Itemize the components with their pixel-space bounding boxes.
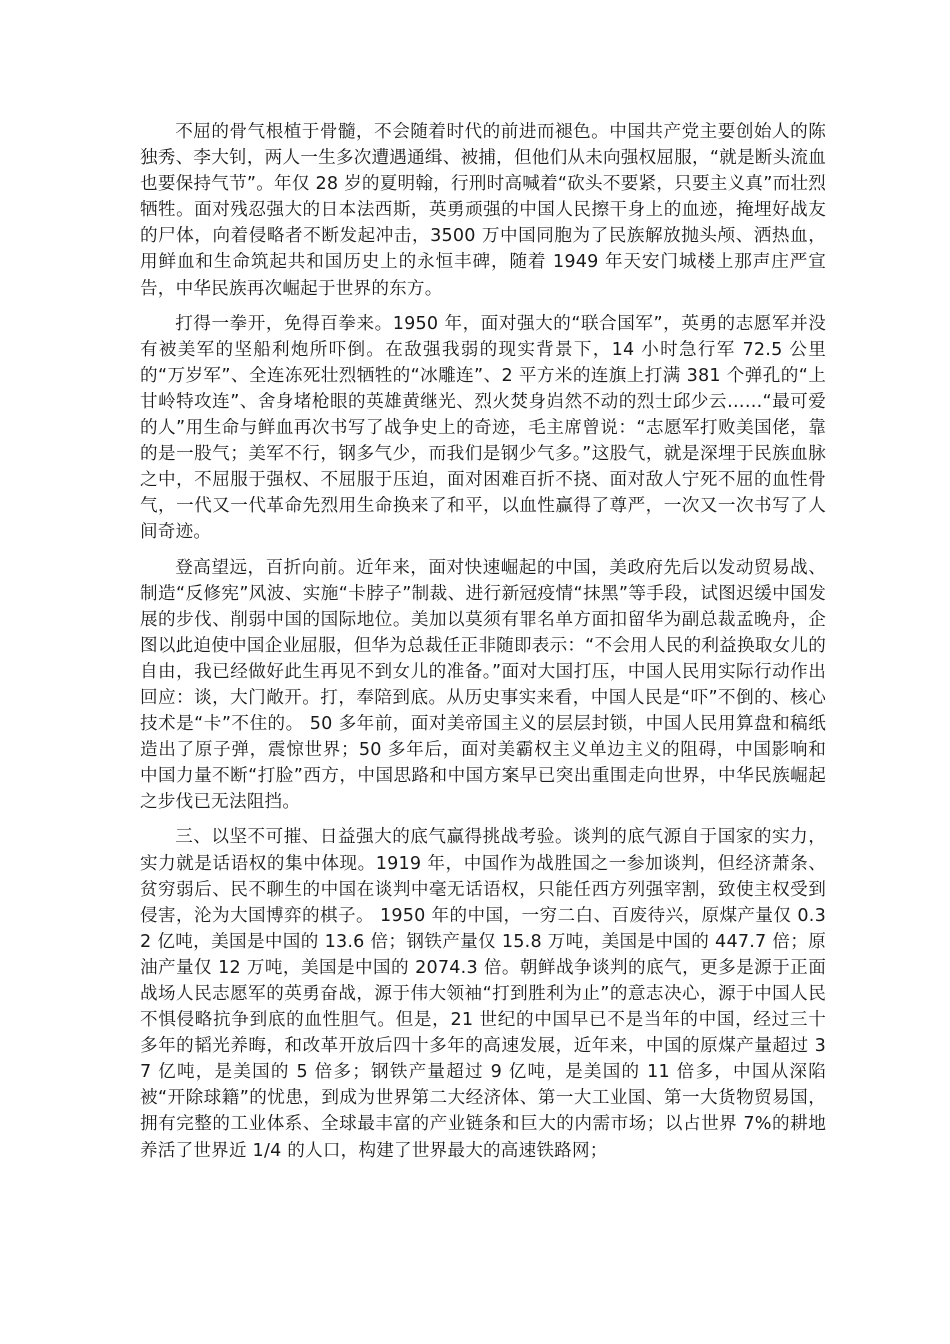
paragraph-backbone: 不屈的骨气根植于骨髓，不会随着时代的前进而褪色。中国共产党主要创始人的陈独秀、李大钊，两人一生多次遭遇通缉、被捕，但他们从未向强权屈服，“就是断头流血也要保持气节”。年仅 28 岁的夏明翰，行刑时高喊着“砍头不要紧，只要主义真”而壮烈牺牲。面对残忍强大的日本法西斯，英勇顽强的中国人民擦干身上的血迹，掩埋好战友的尸体，向着侵略者不断发起冲击，3500 万中国同胞为了民族解放抛头颅、洒热血，用鲜血和生命筑起共和国历史上的永恒丰碑，随着 1949 年天安门城楼上那声庄严宣告，中华民族再次崛起于世界的东方。 <box>140 122 826 299</box>
paragraph-korean-war: 打得一拳开，免得百拳来。1950 年，面对强大的“联合国军”，英勇的志愿军并没有被美军的坚船利炮所吓倒。在敌强我弱的现实背景下，14 小时急行军 72.5 公里的“万岁军”、全连冻死壮烈牺牲的“冰雕连”、2 平方米的连旗上打满 381 个弹孔的“上甘岭特攻连”、舍身堵枪眼的英雄黄继光、烈火焚身岿然不动的烈士邱少云……“最可爱的人”用生命与鲜血再次书写了战争史上的奇迹，毛主席曾说：“志愿军打败美国佬，靠的是一股气；美军不行，钢多气少，而我们是钢少气多。”这股气，就是深埋于民族血脉之中，不屈服于强权、不屈服于压迫，面对困难百折不挠、面对敌人宁死不屈的血性骨气，一代又一代革命先烈用生命换来了和平，以血性赢得了尊严，一次又一次书写了人间奇迹。 <box>140 313 826 543</box>
paragraph-confidence: 三、以坚不可摧、日益强大的底气赢得挑战考验。谈判的底气源自于国家的实力，实力就是话语权的集中体现。1919 年，中国作为战胜国之一参加谈判，但经济萧条、贫穷弱后、民不聊生的中国在谈判中毫无话语权，只能任西方列强宰割，致使主权受到侵害，沦为大国博弈的棋子。 1950 年的中国，一穷二白、百废待兴，原煤产量仅 0.32 亿吨，美国是中国的 13.6 倍；钢铁产量仅 15.8 万吨，美国是中国的 447.7 倍；原油产量仅 12 万吨，美国是中国的 2074.3 倍。朝鲜战争谈判的底气，更多是源于正面战场人民志愿军的英勇奋战，源于伟大领袖“打到胜利为止”的意志决心，源于中国人民不惧侵略抗争到底的血性胆气。但是，21 世纪的中国早已不是当年的中国，经过三十多年的韬光养晦，和改革开放后四十多年的高速发展，近年来，中国的原煤产量超过 37 亿吨，是美国的 5 倍多；钢铁产量超过 9 亿吨，是美国的 11 倍多，中国从深陷被“开除球籍”的忧患，到成为世界第二大经济体、第一大工业国、第一大货物贸易国，拥有完整的工业体系、全球最丰富的产业链条和巨大的内需市场；以占世界 7%的耕地养活了世界近 1/4 的人口，构建了世界最大的高速铁路网； <box>140 827 826 1161</box>
document-body <box>140 119 826 1173</box>
paragraph-recent-years: 登高望远，百折向前。近年来，面对快速崛起的中国，美政府先后以发动贸易战、制造“反修宪”风波、实施“卡脖子”制裁、进行新冠疫情“抹黑”等手段，试图迟缓中国发展的步伐、削弱中国的国际地位。美加以莫须有罪名单方面扣留华为副总裁孟晚舟，企图以此迫使中国企业屈服，但华为总裁任正非随即表示：“不会用人民的利益换取女儿的自由，我已经做好此生再见不到女儿的准备。”面对大国打压，中国人民用实际行动作出回应：谈，大门敞开。打，奉陪到底。从历史事实来看，中国人民是“吓”不倒的、核心技术是“卡”不住的。 50 多年前，面对美帝国主义的层层封锁，中国人民用算盘和稿纸造出了原子弹，震惊世界；50 多年后，面对美霸权主义单边主义的阻碍，中国影响和中国力量不断“打脸”西方，中国思路和中国方案早已突出重围走向世界，中华民族崛起之步伐已无法阻挡。 <box>140 557 826 813</box>
